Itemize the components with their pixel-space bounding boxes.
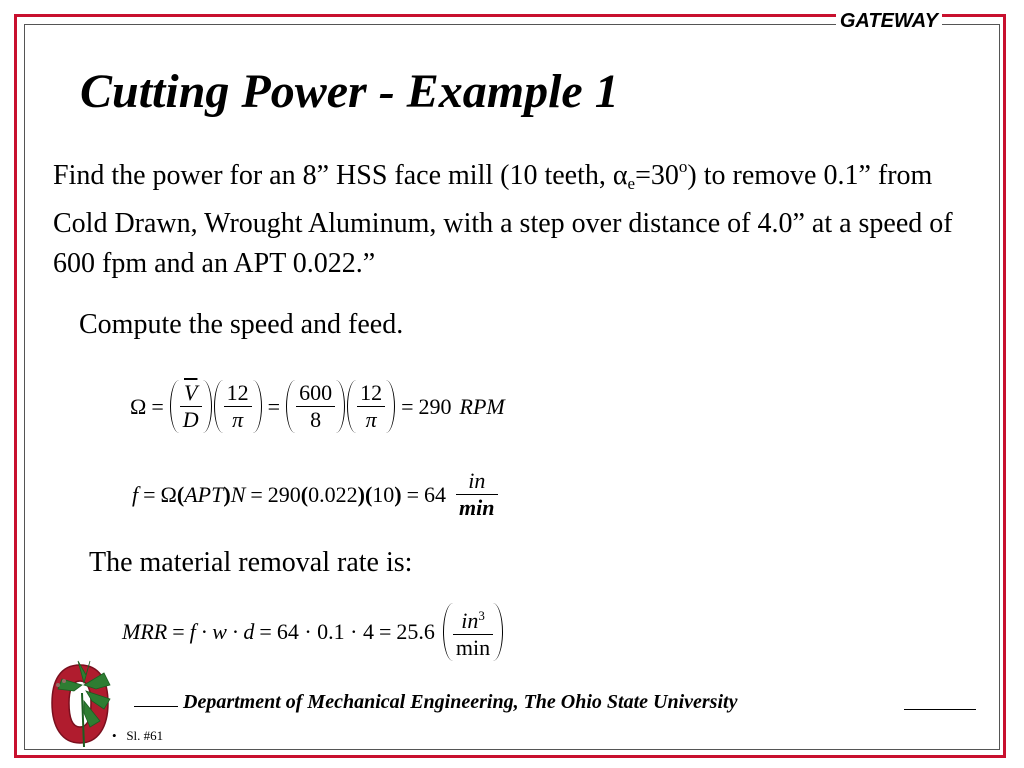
mrr-values: 64 · 0.1 · 4: [276, 619, 374, 644]
teeth-symbol: N: [230, 481, 246, 507]
feed-equation: f = Ω ( APT ) N = 290 ( 0.022 )( 10 ) = 64 $\frac{in}{\min}$: [132, 468, 500, 521]
fraction-numerator: 600: [299, 380, 333, 405]
speed-result: 290: [418, 393, 452, 419]
twelve-over-pi: [357, 380, 385, 433]
equals-sign: =: [379, 619, 392, 644]
omega-symbol: Ω: [160, 481, 177, 507]
fraction-numerator: 12: [226, 380, 249, 405]
slide-title: Cutting Power - Example 1: [80, 65, 619, 118]
equals-sign: =: [259, 619, 272, 644]
mrr-expression: f · w · d: [189, 619, 255, 644]
gateway-brand: GATEWAY: [836, 10, 942, 33]
equals-sign: =: [172, 619, 185, 644]
problem-text-end: ) to remove 0.1” from Cold Drawn, Wrought Aluminum, with a step over distance of 4.0” at a speed of 600 fpm and an APT 0.022.”: [53, 160, 953, 279]
footer-rule-left: [134, 706, 178, 707]
alpha-symbol: α: [612, 160, 628, 191]
slide-number: [112, 728, 163, 744]
compute-instruction: Compute the speed and feed.: [79, 309, 404, 340]
rpm-unit: RPM: [459, 393, 505, 419]
problem-statement: [53, 147, 973, 284]
omega-symbol: Ω: [130, 393, 147, 419]
paren-group: [347, 380, 395, 433]
fraction-denominator: 8: [310, 407, 322, 432]
slide-number-text: Sl. #61: [126, 728, 164, 743]
diameter-symbol: D: [182, 407, 199, 432]
feed-unit: [456, 468, 497, 521]
apt-symbol: APT: [184, 481, 224, 507]
paren-group: [443, 603, 503, 661]
apt-value: 0.022: [308, 481, 358, 507]
feed-result: 64: [424, 481, 447, 507]
equals-sign: =: [267, 393, 281, 419]
mrr-symbol: MRR: [122, 619, 168, 644]
feed-symbol: f: [132, 481, 139, 507]
mrr-unit: [453, 603, 493, 661]
fraction-denominator: min: [455, 635, 491, 660]
equals-sign: =: [250, 481, 263, 507]
teeth-value: 10: [372, 481, 395, 507]
equals-sign: =: [143, 481, 156, 507]
equals-sign: =: [406, 481, 420, 507]
ohio-state-logo: [44, 655, 116, 750]
equals-sign: =: [401, 393, 414, 419]
fraction-numerator: $in^3$: [461, 608, 485, 633]
paren-group: [286, 380, 345, 433]
bullet-glyph: •: [112, 728, 117, 743]
speed-over-diameter-values: [296, 380, 335, 433]
department-footer: Department of Mechanical Engineering, The Ohio State University: [183, 691, 738, 713]
problem-text-start: Find the power for an 8” HSS face mill (10 teeth,: [53, 160, 613, 191]
pi-symbol: π: [232, 407, 244, 432]
twelve-over-pi: [224, 380, 252, 433]
fraction-numerator: in: [468, 468, 486, 493]
paren-group: [214, 380, 262, 433]
mrr-equation: [122, 603, 504, 661]
alpha-value: =30: [635, 160, 679, 191]
mrr-result: 25.6: [396, 619, 435, 644]
pi-symbol: π: [365, 407, 377, 432]
velocity-over-diameter: [180, 380, 202, 433]
rpm-value: 290: [267, 481, 301, 507]
paren-group: [170, 380, 212, 433]
degree-superscript: o: [678, 157, 688, 176]
fraction-denominator: min: [459, 495, 495, 520]
speed-equation: [130, 380, 505, 433]
mrr-intro: The material removal rate is:: [89, 547, 413, 578]
footer-rule-right: [904, 709, 976, 710]
alpha-subscript: e: [627, 174, 636, 193]
fraction-numerator: 12: [360, 380, 383, 405]
equals-sign: =: [151, 393, 164, 419]
velocity-symbol: $\overline{V}$: [184, 380, 198, 405]
